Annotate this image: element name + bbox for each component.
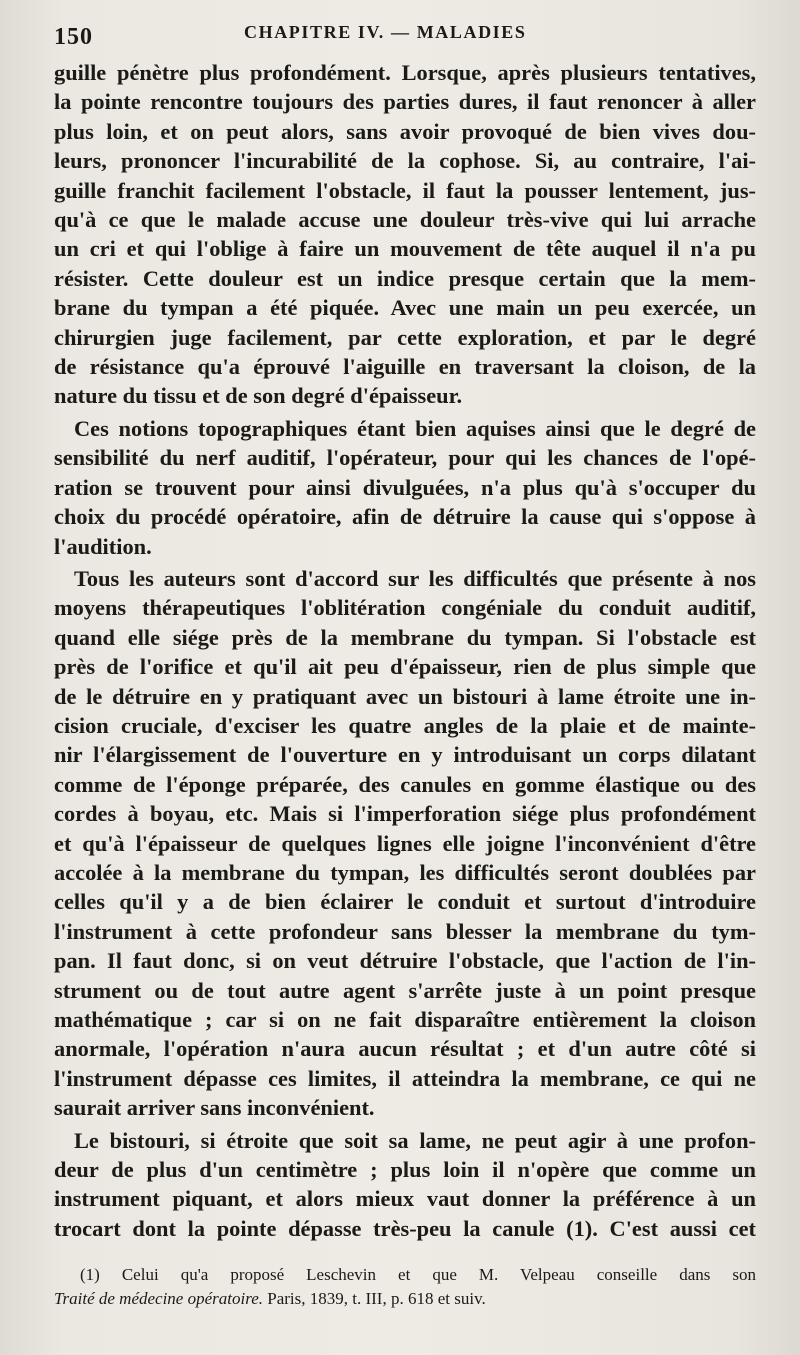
text-line: cision cruciale, d'exciser les quatre angles de la plaie et de mainte-: [54, 712, 756, 738]
text-line: leurs, prononcer l'incurabilité de la cophose. Si, au contraire, l'ai-: [54, 148, 756, 174]
text-line: de le détruire en y pratiquant avec un bistouri à lame étroite une in-: [54, 683, 756, 709]
text-line: quand elle siége près de la membrane du tympan. Si l'obstacle est: [54, 624, 756, 650]
footnote: [54, 1263, 756, 1311]
footnote-book-title: Traité de médecine opératoire.: [54, 1289, 263, 1309]
text-line: trocart dont la pointe dépasse très-peu la canule (1). C'est aussi cet: [54, 1215, 756, 1241]
paragraph-4: [54, 1126, 756, 1244]
text-line: strument ou de tout autre agent s'arrête juste à un point presque: [54, 977, 756, 1003]
text-line: moyens thérapeutiques l'oblitération congéniale du conduit auditif,: [54, 595, 756, 621]
text-line: un cri et qui l'oblige à faire un mouvement de tête auquel il n'a pu: [54, 236, 756, 262]
text-line: l'instrument dépasse ces limites, il atteindra la membrane, ce qui ne: [54, 1065, 756, 1091]
text-line: pan. Il faut donc, si on veut détruire l'obstacle, que l'action de l'in-: [54, 948, 756, 974]
text-line: accolée à la membrane du tympan, les difficultés seront doublées par: [54, 859, 756, 885]
text-line: l'instrument à cette profondeur sans blesser la membrane du tym-: [54, 918, 756, 944]
running-head: CHAPITRE IV. — MALADIES: [244, 22, 527, 42]
text-line: Tous les auteurs sont d'accord sur les difficultés que présente à nos: [74, 565, 756, 591]
footnote-citation: Paris, 1839, t. III, p. 618 et suiv.: [263, 1289, 486, 1309]
text-line: saurait arriver sans inconvénient.: [54, 1095, 375, 1121]
text-line: celles qu'il y a de bien éclairer le conduit et surtout d'introduire: [54, 889, 756, 915]
text-line: comme de l'éponge préparée, des canules en gomme élastique ou des: [54, 771, 756, 797]
text-line: et qu'à l'épaisseur de quelques lignes elle joigne l'inconvénient d'être: [54, 830, 756, 856]
text-line: la pointe rencontre toujours des parties dures, il faut renoncer à aller: [54, 89, 756, 115]
text-line: instrument piquant, et alors mieux vaut donner la préférence à un: [54, 1186, 756, 1212]
text-line: brane du tympan a été piquée. Avec une main un peu exercée, un: [54, 295, 756, 321]
text-line: près de l'orifice et qu'il ait peu d'épaisseur, rien de plus simple que: [54, 654, 756, 680]
footnote-line: [54, 1287, 756, 1311]
text-line: chirurgien juge facilement, par cette exploration, et par le degré: [54, 324, 756, 350]
footnote-line: (1) Celui qu'a proposé Leschevin et que M. Velpeau conseille dans son: [80, 1265, 756, 1285]
body-text: [54, 58, 756, 1243]
text-line: deur de plus d'un centimètre ; plus loin il n'opère que comme un: [54, 1157, 756, 1183]
text-line: Le bistouri, si étroite que soit sa lame, ne peut agir à une profon-: [74, 1127, 756, 1153]
paragraph-3: [54, 564, 756, 1123]
text-line: plus loin, et on peut alors, sans avoir provoqué de bien vives dou-: [54, 118, 756, 144]
text-line: cordes à boyau, etc. Mais si l'imperforation siége plus profondément: [54, 801, 756, 827]
text-line: mathématique ; car si on ne fait disparaître entièrement la cloison: [54, 1007, 756, 1032]
paragraph-1: [54, 58, 756, 411]
paragraph-2: [54, 414, 756, 561]
text-line: Ces notions topographiques étant bien aquises ainsi que le degré de: [74, 415, 756, 441]
text-line: l'audition.: [54, 533, 152, 559]
page-number: 150: [54, 24, 93, 50]
text-line: nir l'élargissement de l'ouverture en y introduisant un corps dilatant: [54, 742, 756, 768]
text-line: résister. Cette douleur est un indice presque certain que la mem-: [54, 265, 756, 291]
text-line: de résistance qu'a éprouvé l'aiguille en traversant la cloison, de la: [54, 354, 756, 380]
text-line: anormale, l'opération n'aura aucun résultat ; et d'un autre côté si: [54, 1036, 756, 1062]
text-line: ration se trouvent pour ainsi divulguées, n'a plus qu'à s'occuper du: [54, 474, 756, 500]
text-line: nature du tissu et de son degré d'épaisseur.: [54, 383, 463, 409]
text-line: sensibilité du nerf auditif, l'opérateur, pour qui les chances de l'opé-: [54, 445, 756, 471]
text-line: choix du procédé opératoire, afin de détruire la cause qui s'oppose à: [54, 504, 756, 530]
text-line: guille pénètre plus profondément. Lorsque, après plusieurs tentatives,: [54, 60, 756, 85]
text-line: qu'à ce que le malade accuse une douleur très-vive qui lui arrache: [54, 207, 756, 233]
page-header: [54, 18, 756, 58]
text-line: guille franchit facilement l'obstacle, il faut la pousser lentement, jus-: [54, 177, 756, 203]
